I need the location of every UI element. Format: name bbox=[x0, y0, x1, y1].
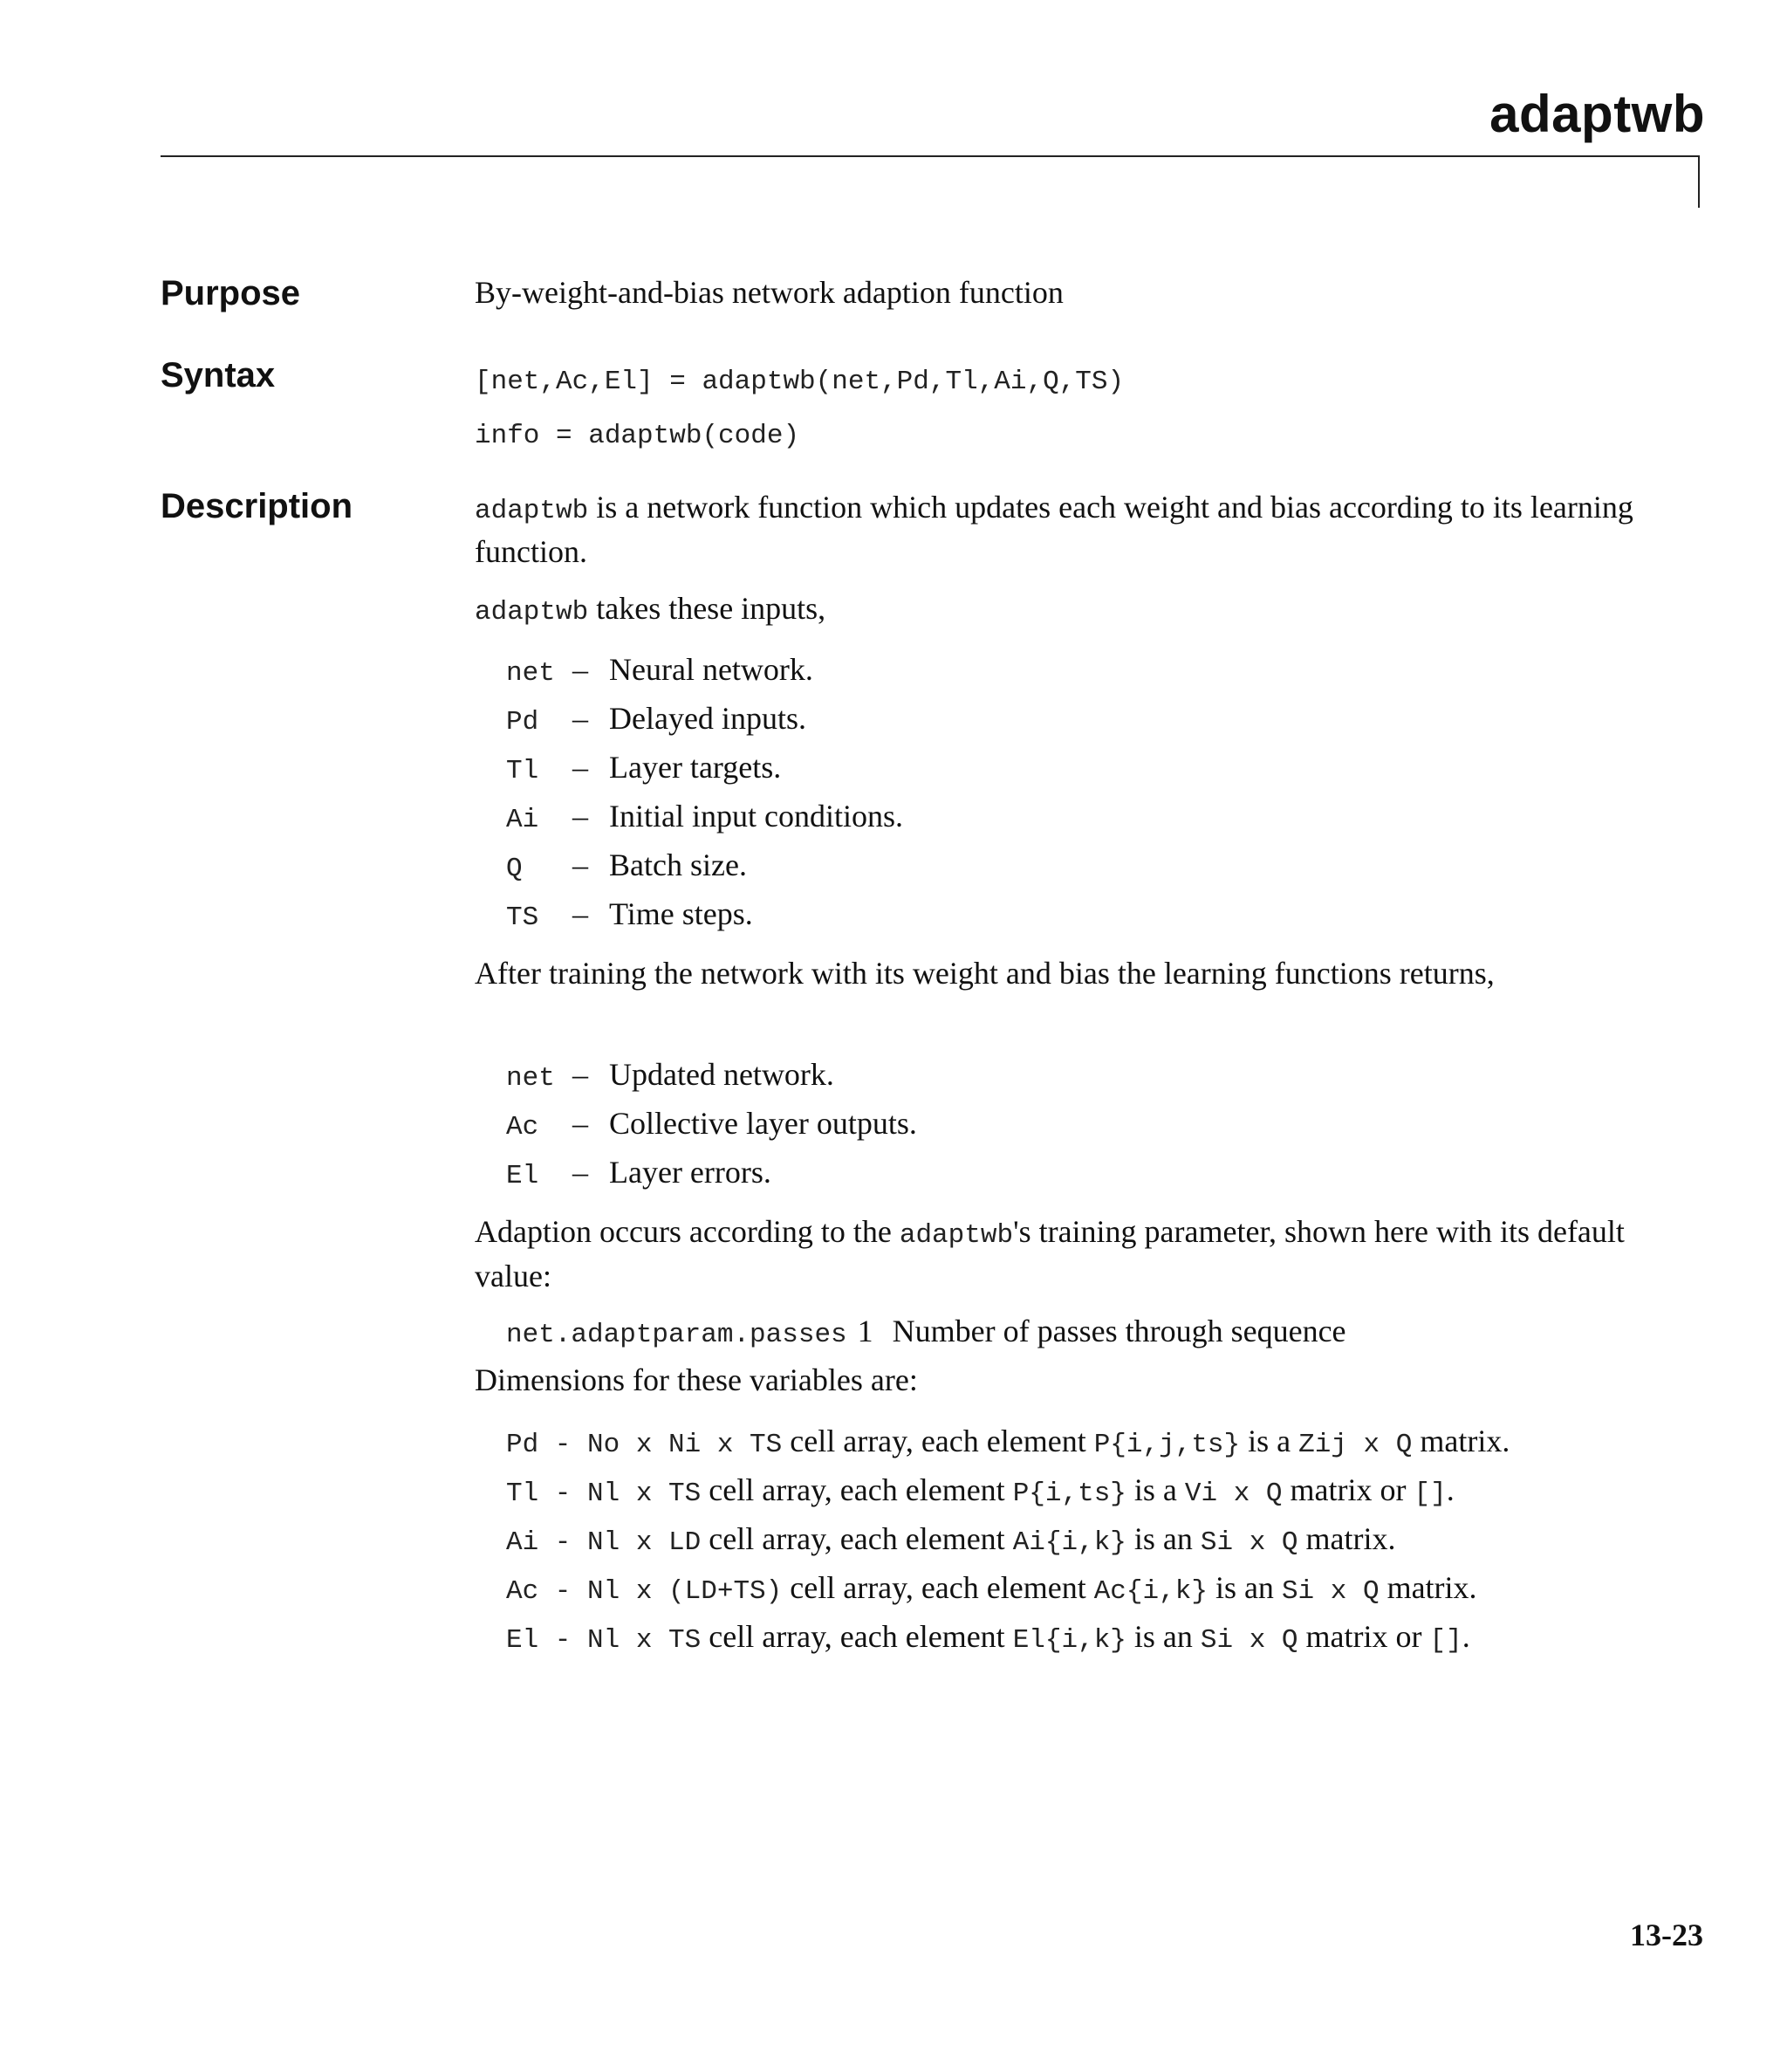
header-rule bbox=[161, 155, 1700, 157]
code-fragment: [] bbox=[1429, 1625, 1462, 1656]
text-fragment: matrix or bbox=[1282, 1472, 1414, 1507]
code-fragment: El - Nl x TS bbox=[506, 1625, 702, 1656]
parameter-default-value: 1 bbox=[857, 1314, 873, 1348]
text-fragment: is an bbox=[1126, 1521, 1201, 1556]
text-fragment: . bbox=[1462, 1619, 1470, 1654]
text-fragment: is a bbox=[1240, 1424, 1299, 1458]
syntax-line-2: info = adaptwb(code) bbox=[475, 421, 800, 451]
text-fragment: cell array, each element bbox=[782, 1570, 1094, 1605]
list-term: Tl bbox=[506, 756, 539, 786]
page-title: adaptwb bbox=[1489, 85, 1705, 143]
purpose-text: By-weight-and-bias network adaption function bbox=[475, 275, 1064, 310]
code-fragment: Vi x Q bbox=[1184, 1479, 1283, 1509]
list-term: net bbox=[506, 658, 555, 689]
list-description: Time steps. bbox=[609, 896, 753, 931]
training-parameter-row bbox=[506, 1313, 1346, 1350]
list-description: Delayed inputs. bbox=[609, 701, 806, 736]
list-item bbox=[0, 651, 1787, 695]
list-dash: – bbox=[572, 701, 588, 736]
list-term: Pd bbox=[506, 707, 539, 738]
text-fragment: is an bbox=[1126, 1619, 1201, 1654]
code-fragment: Pd - No x Ni x TS bbox=[506, 1430, 783, 1460]
list-item bbox=[0, 749, 1787, 792]
text-fragment: matrix. bbox=[1379, 1570, 1477, 1605]
code-fragment: Ac - Nl x (LD+TS) bbox=[506, 1576, 783, 1607]
paragraph-text: is a network function which updates each weight and bias according to its learning function. bbox=[475, 490, 1633, 569]
parameter-name: net.adaptparam.passes bbox=[506, 1320, 847, 1350]
description-paragraph-2 bbox=[475, 588, 1635, 633]
list-dash: – bbox=[572, 1106, 588, 1141]
text-fragment: cell array, each element bbox=[701, 1472, 1013, 1507]
code-fragment: Zij x Q bbox=[1298, 1430, 1413, 1460]
list-item bbox=[0, 1154, 1787, 1197]
list-dash: – bbox=[572, 1057, 588, 1092]
code-fragment: [] bbox=[1414, 1479, 1447, 1509]
list-description: Layer targets. bbox=[609, 750, 782, 785]
list-term: Q bbox=[506, 854, 523, 884]
paragraph-text: Adaption occurs according to the bbox=[475, 1214, 900, 1249]
description-paragraph-4 bbox=[475, 1211, 1635, 1296]
dimension-row bbox=[506, 1618, 1470, 1656]
purpose-heading: Purpose bbox=[161, 274, 301, 312]
header-rule-tick bbox=[1698, 155, 1700, 208]
text-fragment: cell array, each element bbox=[782, 1424, 1094, 1458]
list-description: Neural network. bbox=[609, 652, 813, 687]
list-term: Ai bbox=[506, 805, 539, 835]
list-dash: – bbox=[572, 847, 588, 882]
parameter-description: Number of passes through sequence bbox=[892, 1314, 1346, 1348]
description-paragraph-3: After training the network with its weight and bias the learning functions returns, bbox=[475, 956, 1495, 991]
function-name-code: adaptwb bbox=[899, 1220, 1014, 1251]
code-fragment: Si x Q bbox=[1200, 1625, 1298, 1656]
code-fragment: Ac{i,k} bbox=[1093, 1576, 1208, 1607]
paragraph-text: 's training parameter, shown here with its default value: bbox=[475, 1214, 1625, 1293]
list-description: Collective layer outputs. bbox=[609, 1106, 917, 1141]
dimension-row bbox=[506, 1472, 1455, 1509]
text-fragment: cell array, each element bbox=[701, 1521, 1013, 1556]
page-number: 13-23 bbox=[1630, 1918, 1703, 1952]
list-dash: – bbox=[572, 896, 588, 931]
description-heading: Description bbox=[161, 487, 353, 525]
description-paragraph-1 bbox=[475, 487, 1635, 572]
text-fragment: matrix. bbox=[1297, 1521, 1396, 1556]
code-fragment: Tl - Nl x TS bbox=[506, 1479, 702, 1509]
text-fragment: matrix or bbox=[1297, 1619, 1430, 1654]
code-fragment: El{i,k} bbox=[1012, 1625, 1126, 1656]
list-item bbox=[0, 895, 1787, 939]
list-description: Layer errors. bbox=[609, 1155, 771, 1190]
paragraph-text: takes these inputs, bbox=[588, 591, 826, 626]
list-dash: – bbox=[572, 799, 588, 834]
code-fragment: Si x Q bbox=[1281, 1576, 1380, 1607]
list-description: Updated network. bbox=[609, 1057, 834, 1092]
list-dash: – bbox=[572, 750, 588, 785]
code-fragment: P{i,j,ts} bbox=[1093, 1430, 1241, 1460]
list-item bbox=[0, 700, 1787, 744]
description-paragraph-5: Dimensions for these variables are: bbox=[475, 1362, 918, 1397]
text-fragment: . bbox=[1446, 1472, 1455, 1507]
text-fragment: matrix. bbox=[1412, 1424, 1510, 1458]
list-description: Batch size. bbox=[609, 847, 747, 882]
list-item bbox=[0, 1105, 1787, 1149]
list-dash: – bbox=[572, 652, 588, 687]
list-description: Initial input conditions. bbox=[609, 799, 903, 834]
text-fragment: cell array, each element bbox=[701, 1619, 1013, 1654]
text-fragment: is a bbox=[1126, 1472, 1185, 1507]
list-term: net bbox=[506, 1063, 555, 1094]
dimension-row bbox=[506, 1423, 1510, 1460]
list-item bbox=[0, 1056, 1787, 1100]
syntax-line-1: [net,Ac,El] = adaptwb(net,Pd,Tl,Ai,Q,TS) bbox=[475, 367, 1125, 397]
list-item bbox=[0, 847, 1787, 890]
list-term: Ac bbox=[506, 1112, 539, 1142]
text-fragment: is an bbox=[1207, 1570, 1282, 1605]
dimension-row bbox=[506, 1520, 1396, 1558]
code-fragment: Ai{i,k} bbox=[1012, 1527, 1126, 1558]
list-dash: – bbox=[572, 1155, 588, 1190]
function-name-code: adaptwb bbox=[475, 597, 589, 628]
list-item bbox=[0, 798, 1787, 841]
list-term: El bbox=[506, 1161, 539, 1191]
dimension-row bbox=[506, 1569, 1477, 1607]
syntax-heading: Syntax bbox=[161, 356, 276, 395]
code-fragment: P{i,ts} bbox=[1012, 1479, 1126, 1509]
list-term: TS bbox=[506, 902, 539, 933]
code-fragment: Ai - Nl x LD bbox=[506, 1527, 702, 1558]
code-fragment: Si x Q bbox=[1200, 1527, 1298, 1558]
function-name-code: adaptwb bbox=[475, 496, 589, 526]
